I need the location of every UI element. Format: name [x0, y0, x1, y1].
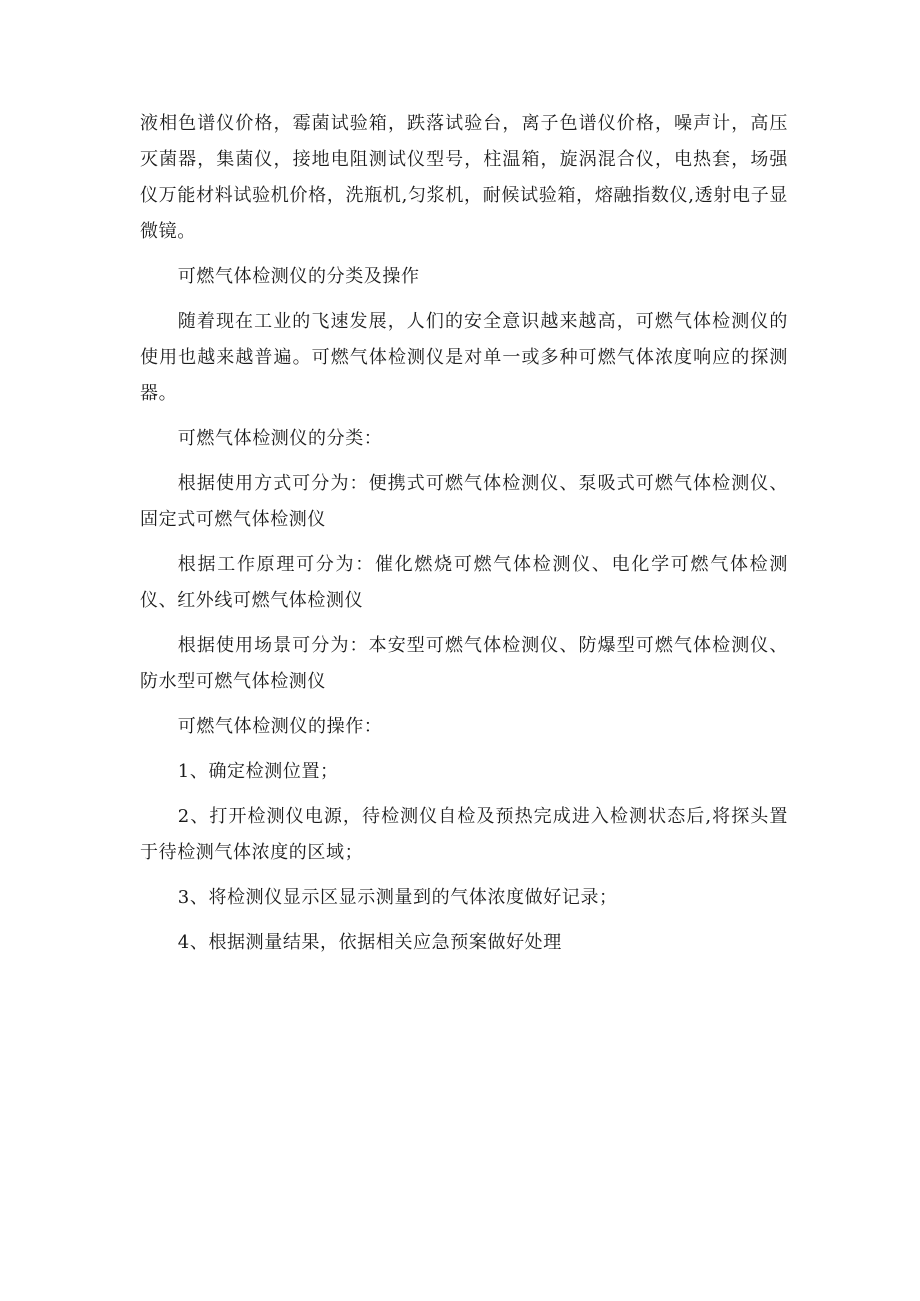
- step-3: 3、将检测仪显示区显示测量到的气体浓度做好记录；: [177, 887, 618, 908]
- step-4: 4、根据测量结果，依据相关应急预案做好处理: [177, 932, 562, 953]
- step-2: 2、打开检测仪电源，待检测仪自检及预热完成进入检测状态后,将探头置于待检测气体浓度的区域；: [140, 806, 788, 863]
- document-body: [140, 106, 788, 970]
- paragraph-by-usage: 根据使用方式可分为：便携式可燃气体检测仪、泵吸式可燃气体检测仪、固定式可燃气体检测仪: [140, 473, 788, 530]
- operation-heading: 可燃气体检测仪的操作：: [177, 716, 383, 737]
- section-heading: 可燃气体检测仪的分类及操作: [177, 266, 420, 287]
- paragraph-by-principle: 根据工作原理可分为：催化燃烧可燃气体检测仪、电化学可燃气体检测仪、红外线可燃气体检测仪: [140, 554, 788, 611]
- step-1: 1、确定检测位置；: [177, 761, 339, 782]
- classification-heading: 可燃气体检测仪的分类：: [177, 428, 383, 449]
- paragraph-by-scenario: 根据使用场景可分为：本安型可燃气体检测仪、防爆型可燃气体检测仪、防水型可燃气体检测仪: [140, 635, 788, 692]
- paragraph-intro: 随着现在工业的飞速发展，人们的安全意识越来越高，可燃气体检测仪的使用也越来越普遍。可燃气体检测仪是对单一或多种可燃气体浓度响应的探测器。: [140, 311, 788, 404]
- paragraph-instrument-list: 液相色谱仪价格，霉菌试验箱，跌落试验台，离子色谱仪价格，噪声计，高压灭菌器，集菌仪，接地电阻测试仪型号，柱温箱，旋涡混合仪，电热套，场强仪万能材料试验机价格，洗瓶机,匀浆机，耐候试验箱，熔融指数仪,透射电子显微镜。: [140, 113, 788, 242]
